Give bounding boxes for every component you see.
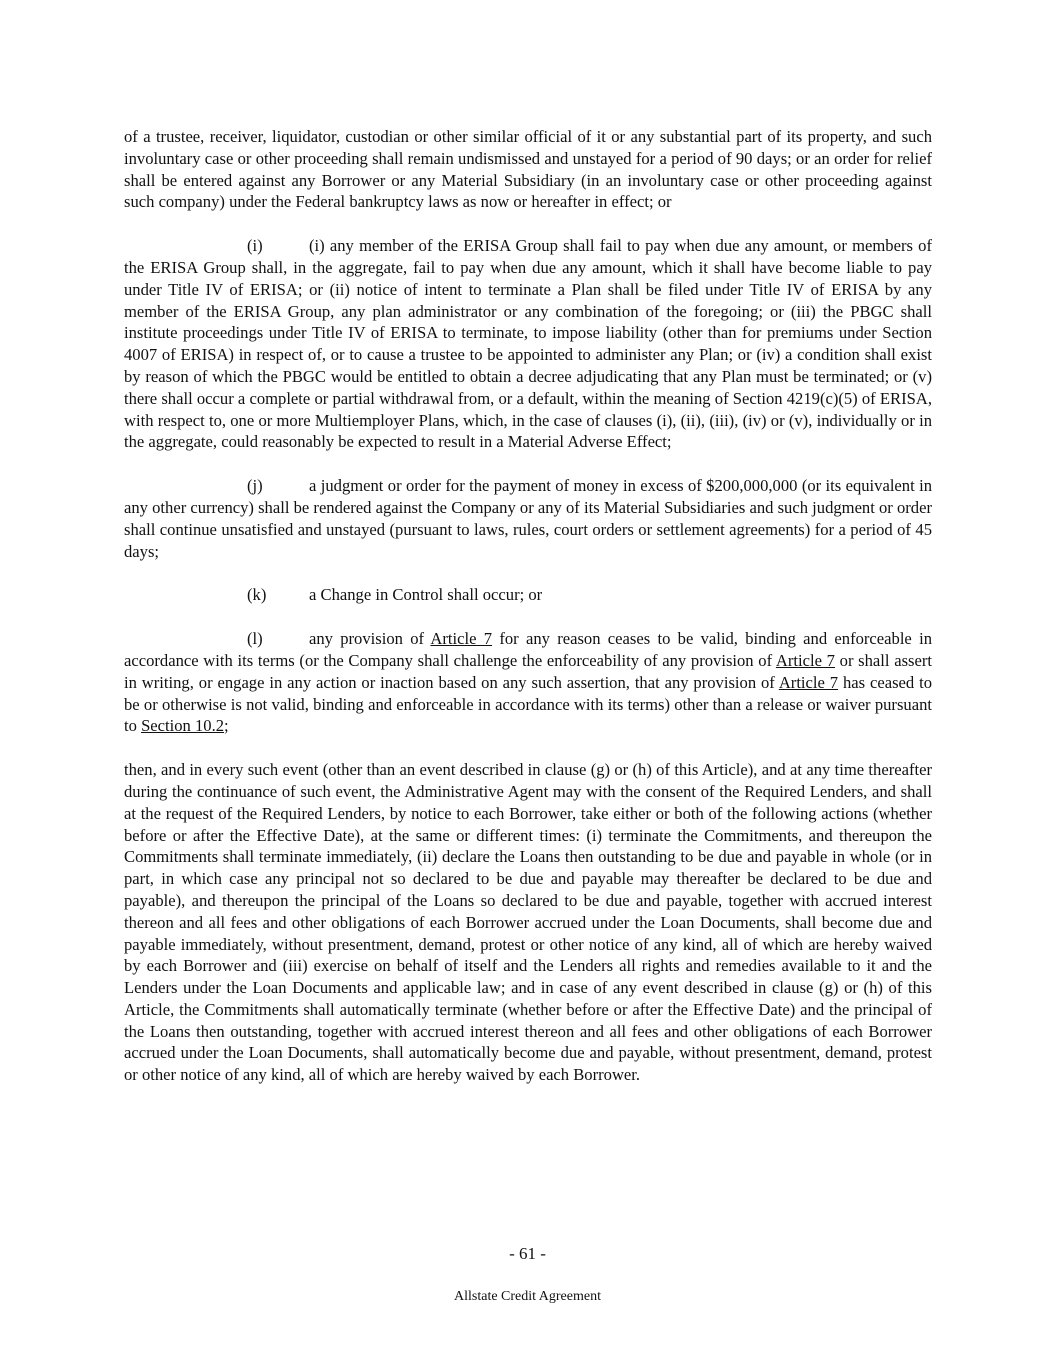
clause-k-label: (k) xyxy=(247,585,267,605)
clause-i-paragraph xyxy=(124,235,932,453)
clause-l-paragraph xyxy=(124,628,932,737)
clause-l-label: (l) xyxy=(247,629,263,649)
clause-i-text: (i) any member of the ERISA Group shall fail to pay when due any amount, or members of the ERISA Group shall, in the aggregate, fail to pay when due any amount, which it shall have become liable to pay under Title IV of ERISA; or (ii) notice of intent to terminate a Plan shall be filed under Title IV of ERISA by any member of the ERISA Group, any plan administrator or any combination of the foregoing; or (iii) the PBGC shall institute proceedings under Title IV of ERISA to terminate, to impose liability (other than for premiums under Section 4007 of ERISA) in respect of, or to cause a trustee to be appointed to administer any Plan; or (iv) a condition shall exist by reason of which the PBGC would be entitled to obtain a decree adjudicating that any Plan must be terminated; or (v) there shall occur a complete or partial withdrawal from, or a default, within the meaning of Section 4219(c)(5) of ERISA, with respect to, one or more Multiemployer Plans, which, in the case of clauses (i), (ii), (iii), (iv) or (v), individually or in the aggregate, could reasonably be expected to result in a Material Adverse Effect; xyxy=(124,236,932,452)
document-footer: Allstate Credit Agreement xyxy=(454,1289,601,1304)
article-7-reference: Article 7 xyxy=(775,650,835,670)
article-7-reference: Article 7 xyxy=(430,629,493,649)
clause-j-label: (j) xyxy=(247,476,263,496)
clause-j-paragraph xyxy=(124,475,932,562)
clause-i-label: (i) xyxy=(247,236,263,256)
clause-l-text-5: ; xyxy=(224,716,229,736)
clause-l-text-1: any provision of xyxy=(309,629,431,649)
section-10-2-reference: Section 10.2 xyxy=(141,716,225,736)
closing-paragraph: then, and in every such event (other than an event described in clause (g) or (h) of this Article), and at any time thereafter during the continuance of such event, the Administrative Agent may with the consent of the Required Lenders, and shall at the request of the Required Lenders, by notice to each Borrower, take either or both of the following actions (whether before or after the Effective Date), at the same or different times: (i) terminate the Commitments, and thereupon the Commitments shall terminate immediately, (ii) declare the Loans then outstanding to be due and payable in whole (or in part, in which case any principal not so declared to be due and payable may thereafter be declared to be due and payable), and thereupon the principal of the Loans so declared to be due and payable, together with accrued interest thereon and all fees and other obligations of each Borrower accrued under the Loan Documents, shall become due and payable immediately, without presentment, demand, protest or other notice of any kind, all of which are hereby waived by each Borrower and (iii) exercise on behalf of itself and the Lenders all rights and remedies available to it and the Lenders under the Loan Documents and applicable law; and in case of any event described in clause (g) or (h) of this Article, the Commitments shall automatically terminate (whether before or after the Effective Date) and the principal of the Loans then outstanding, together with accrued interest thereon and all fees and other obligations of each Borrower accrued under the Loan Documents, shall automatically become due and payable, without presentment, demand, protest or other notice of any kind, all of which are hereby waived by each Borrower. xyxy=(124,760,932,1085)
clause-k-text: a Change in Control shall occur; or xyxy=(309,585,543,605)
page-number: - 61 - xyxy=(509,1244,546,1263)
clause-k-paragraph xyxy=(124,584,932,606)
clause-l-text-3: or shall assert in writing, or engage in any action or inaction based on any such assertion, that any provision of xyxy=(124,650,932,692)
clause-l-text-4: has ceased to be or otherwise is not valid, binding and enforceable in accordance with its terms) other than a release or waiver pursuant to xyxy=(124,672,932,736)
document-body xyxy=(124,126,932,1086)
continuation-paragraph: of a trustee, receiver, liquidator, custodian or other similar official of it or any substantial part of its property, and such involuntary case or other proceeding shall remain undismissed and unstayed for a period of 90 days; or an order for relief shall be entered against any Borrower or any Material Subsidiary (in an involuntary case or other proceeding against such company) under the Federal bankruptcy laws as now or hereafter in effect; or xyxy=(124,127,932,212)
article-7-reference: Article 7 xyxy=(778,672,839,692)
clause-j-text: a judgment or order for the payment of money in excess of $200,000,000 (or its equivalent in any other currency) shall be rendered against the Company or any of its Material Subsidiaries and such judgment or order shall continue unsatisfied and unstayed (pursuant to laws, rules, court orders or settlement agreements) for a period of 45 days; xyxy=(124,476,932,561)
clause-l-text-2: for any reason ceases to be valid, binding and enforceable in accordance with its terms (or the Company shall challenge the enforceability of any provision of xyxy=(124,629,932,670)
